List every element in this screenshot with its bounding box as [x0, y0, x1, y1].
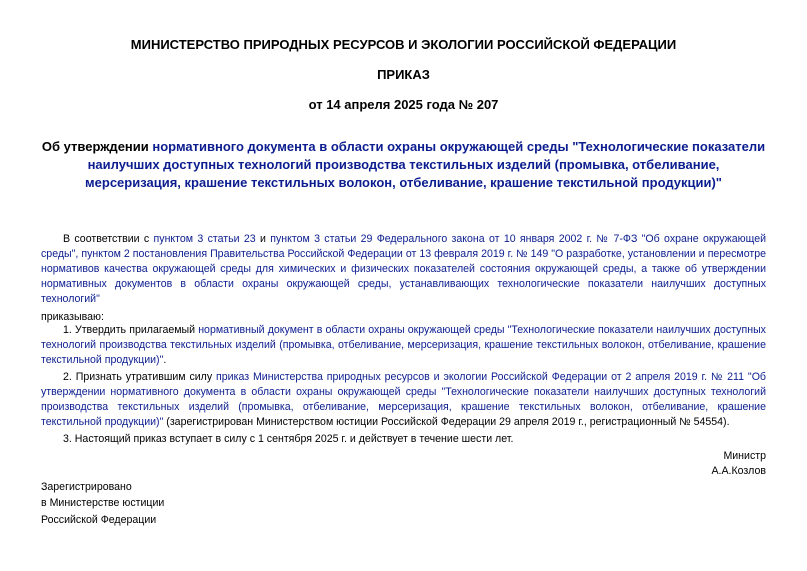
ministry-name: МИНИСТЕРСТВО ПРИРОДНЫХ РЕСУРСОВ И ЭКОЛОГИИ РОССИЙСКОЙ ФЕДЕРАЦИИ: [130, 37, 677, 52]
item2-text: 2. Признать утратившим силу: [63, 371, 217, 383]
registration-line-1: Зарегистрировано: [41, 481, 132, 493]
preamble-text-2: и: [255, 233, 271, 245]
preamble-paragraph: [41, 232, 766, 307]
heading-document-link[interactable]: нормативного документа в области охраны окружающей среды "Технологические показатели наилучших доступных технологий производства текстильных изделий (промывка, отбеливание, мерсеризация, крашение текстильных волокон, отбеливание, крашение текстильной продукции)": [85, 139, 766, 190]
order-item-3: 3. Настоящий приказ вступает в силу с 1 сентября 2025 г. и действует в течение шести лет.: [63, 433, 514, 445]
law-article-29-link[interactable]: пунктом 3 статьи 29 Федерального закона от 10 января 2002 г. № 7-ФЗ "Об охране окружающей среды", пунктом 2 постановления Правительства Российской Федерации от 13 февраля 2019 г. № 149 "О разработке, установлении и пересмотре нормативов качества окружающей среды для химических и физических показателей состояния окружающей среды, а также об утверждении нормативных документов в области охраны окружающей среды, устанавливающих технологические показатели наилучших доступных технологий": [41, 233, 767, 305]
preamble-text-1: В соответствии с: [63, 233, 154, 245]
item2-registration-text: (зарегистрирован Министерством юстиции Российской Федерации 29 апреля 2019 г., регистрационный № 54554).: [163, 416, 730, 428]
order-item-1: [41, 323, 766, 368]
document-type: ПРИКАЗ: [377, 67, 430, 82]
normative-document-link[interactable]: нормативный документ в области охраны окружающей среды "Технологические показатели наилучших доступных технологий производства текстильных изделий (промывка, отбеливание, мерсеризация, крашение текстильных волокон, отбеливание, крашение текстильной продукции)": [41, 324, 766, 366]
item1-text: 1. Утвердить прилагаемый: [63, 324, 199, 336]
previous-order-link[interactable]: приказ Министерства природных ресурсов и экологии Российской Федерации от 2 апреля 2019 г. № 211 "Об утверждении нормативного документа в области охраны окружающей среды "Технологические показатели наилучших доступных технологий производства текстильных изделий (промывка, отбеливание, мерсеризация, крашение текстильных волокон, отбеливание, крашение текстильной продукции)": [41, 371, 766, 428]
order-item-2: [41, 370, 766, 430]
registration-line-2: в Министерстве юстиции: [41, 497, 165, 509]
order-date-number: от 14 апреля 2025 года № 207: [308, 97, 499, 112]
registration-line-3: Российской Федерации: [41, 514, 157, 526]
law-article-23-link[interactable]: пунктом 3 статьи 23: [153, 233, 256, 245]
signature-name: А.А.Козлов: [711, 465, 766, 477]
signature-title: Министр: [723, 450, 766, 462]
item1-end: .: [163, 354, 167, 366]
order-heading: [38, 138, 769, 192]
order-word: приказываю:: [41, 311, 104, 323]
heading-prefix: Об утверждении: [41, 139, 153, 154]
